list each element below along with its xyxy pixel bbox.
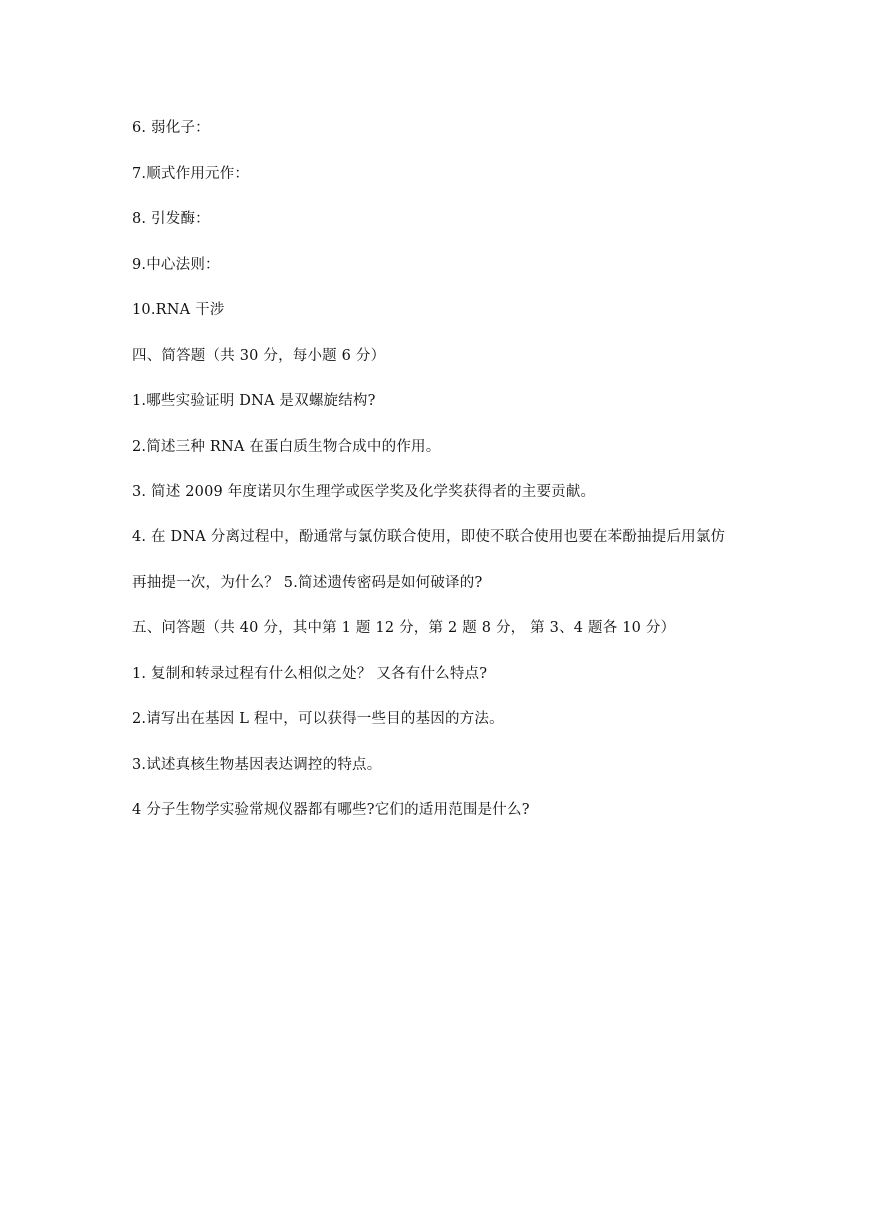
short-answer-question-3: 3. 简述 2009 年度诺贝尔生理学或医学奖及化学奖获得者的主要贡献。 (132, 484, 596, 500)
section-5-heading: 五、问答题（共 40 分，其中第 1 题 12 分，第 2 题 8 分， 第 3、4 题各 10 分） (132, 620, 676, 636)
short-answer-question-1: 1.哪些实验证明 DNA 是双螺旋结构? (132, 393, 376, 409)
term-9-central-dogma: 9.中心法则： (132, 257, 220, 273)
section-4-heading: 四、简答题（共 30 分，每小题 6 分） (132, 348, 386, 364)
essay-question-2: 2.请写出在基因 L 程中，可以获得一些目的基因的方法。 (132, 711, 504, 727)
term-6-attenuator: 6. 弱化子： (132, 120, 210, 136)
term-10-rna-interference: 10.RNA 干涉 (132, 302, 225, 318)
short-answer-question-4: 4. 在 DNA 分离过程中，酚通常与氯仿联合使用，即使不联合使用也要在苯酚抽提后用氯仿 (132, 529, 726, 545)
term-7-cis-element: 7.顺式作用元作： (132, 166, 250, 182)
short-answer-question-2: 2.简述三种 RNA 在蛋白质生物合成中的作用。 (132, 439, 441, 455)
essay-question-4: 4 分子生物学实验常规仪器都有哪些?它们的适用范围是什么? (132, 802, 530, 818)
term-8-primase: 8. 引发酶： (132, 211, 210, 227)
essay-question-1: 1. 复制和转录过程有什么相似之处？ 又各有什么特点? (132, 666, 488, 682)
short-answer-question-4-continued: 再抽提一次，为什么？ 5.简述遗传密码是如何破译的? (132, 575, 483, 591)
essay-question-3: 3.试述真核生物基因表达调控的特点。 (132, 757, 382, 773)
